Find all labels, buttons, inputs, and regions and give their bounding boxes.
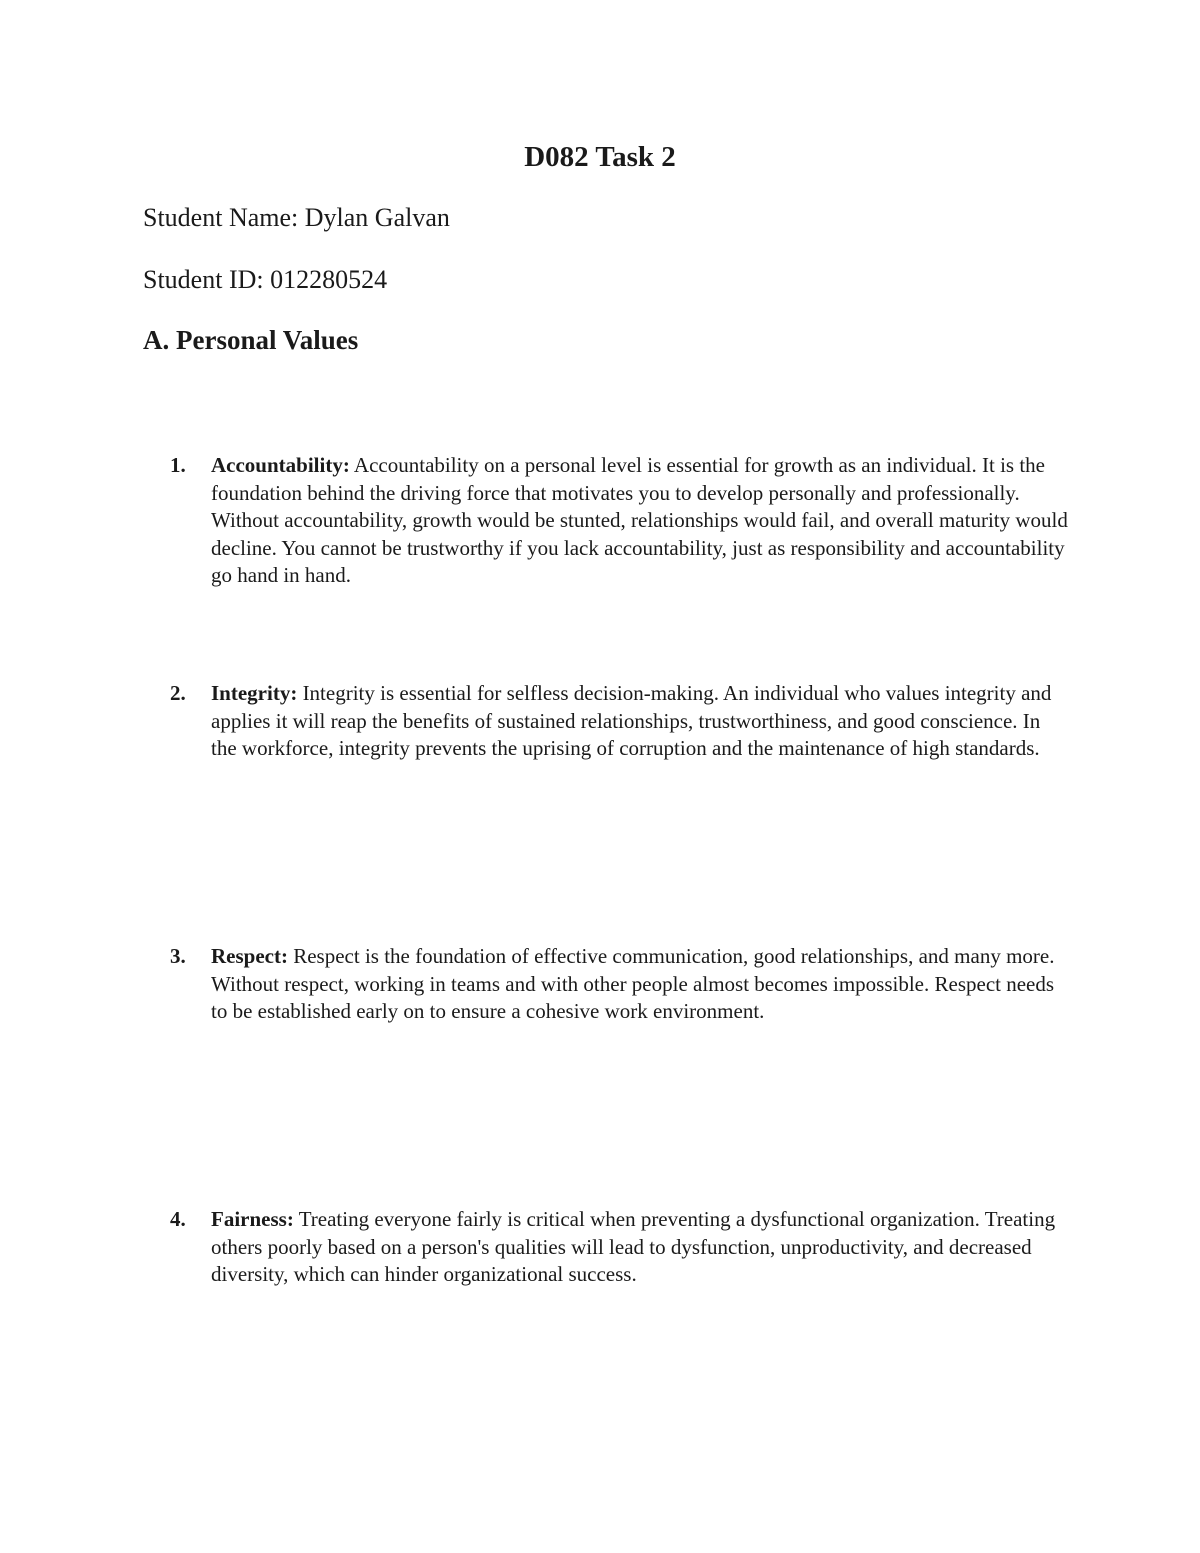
value-term: Fairness: <box>211 1207 294 1231</box>
value-body <box>211 452 1070 590</box>
value-term: Integrity: <box>211 681 298 705</box>
value-body <box>211 943 1070 1026</box>
value-item-fairness <box>170 1206 1070 1289</box>
list-number: 3. <box>170 944 186 968</box>
document-title: D082 Task 2 <box>524 141 676 173</box>
value-body <box>211 1206 1070 1289</box>
value-item-integrity <box>170 680 1070 763</box>
section-heading: A. Personal Values <box>143 325 359 355</box>
value-term: Accountability: <box>211 453 350 477</box>
value-term: Respect: <box>211 944 288 968</box>
student-id-line: Student ID: 012280524 <box>143 265 388 294</box>
list-number: 4. <box>170 1207 186 1231</box>
value-text: Treating everyone fairly is critical when preventing a dysfunctional organization. Treating others poorly based on a person's qualities will lead to dysfunction, unproductivity, and decreased diversity, which can hinder organizational success. <box>211 1207 1056 1286</box>
student-name-line: Student Name: Dylan Galvan <box>143 203 450 232</box>
value-item-accountability <box>170 452 1070 590</box>
value-body <box>211 680 1070 763</box>
value-item-respect <box>170 943 1070 1026</box>
value-text: Integrity is essential for selfless decision-making. An individual who values integrity and applies it will reap the benefits of sustained relationships, trustworthiness, and good conscience. In the workforce, integrity prevents the uprising of corruption and the maintenance of high standards. <box>211 681 1052 760</box>
list-number: 2. <box>170 681 186 705</box>
list-number: 1. <box>170 453 186 477</box>
value-text: Accountability on a personal level is essential for growth as an individual. It is the foundation behind the driving force that motivates you to develop personally and professionally. Without accountability, growth would be stunted, relationships would fail, and overall maturity would decline. You cannot be trustworthy if you lack accountability, just as responsibility and accountability go hand in hand. <box>211 453 1068 587</box>
value-text: Respect is the foundation of effective communication, good relationships, and many more. Without respect, working in teams and with other people almost becomes impossible. Respect needs to be established early on to ensure a cohesive work environment. <box>211 944 1055 1023</box>
